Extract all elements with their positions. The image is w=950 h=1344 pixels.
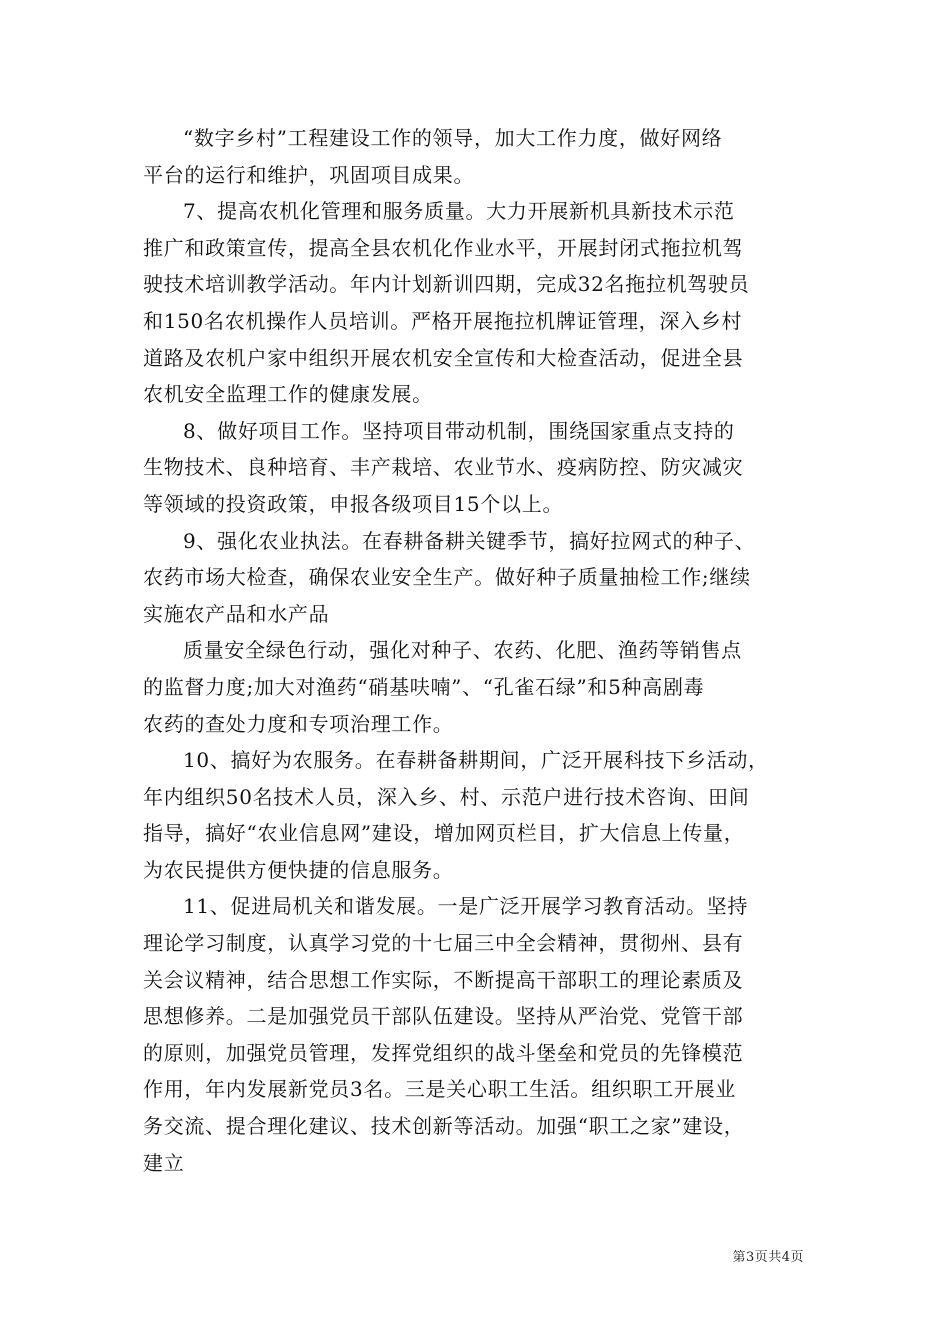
text-line: 的监督力度;加大对渔药“硝基呋喃”、“孔雀石绿”和5种高剧毒: [143, 674, 705, 699]
text-line: 关会议精神，结合思想工作实际，不断提高干部职工的理论素质及: [143, 967, 744, 992]
text-line: 10、搞好为农服务。在春耕备耕期间，广泛开展科技下乡活动，: [183, 748, 769, 773]
paragraph: [143, 523, 813, 633]
text-line: 农药的查处力度和专项治理工作。: [143, 711, 454, 736]
page-indicator: 第3页共4页: [732, 1250, 804, 1265]
text-line: 年内组织50名技术人员，深入乡、村、示范户进行技术咨询、田间: [143, 784, 750, 809]
text-line: “数字乡村”工程建设工作的领导，加大工作力度，做好网络: [183, 126, 723, 150]
text-line: 道路及农机户家中组织开展农机安全宣传和大检查活动，促进全县: [143, 345, 744, 370]
text-line: 理论学习制度，认真学习党的十七届三中全会精神，贯彻州、县有: [143, 931, 744, 956]
text-line: 思想修养。二是加强党员干部队伍建设。坚持从严治党、党管干部: [143, 1004, 744, 1029]
text-line: 指导，搞好“农业信息网”建设，增加网页栏目，扩大信息上传量，: [143, 821, 745, 846]
text-line: 为农民提供方便快捷的信息服务。: [143, 857, 454, 882]
text-line: 农药市场大检查，确保农业安全生产。做好种子质量抽检工作;继续: [143, 565, 751, 590]
text-line: 8、做好项目工作。坚持项目带动机制，围绕国家重点支持的: [183, 418, 735, 443]
text-line: 9、强化农业执法。在春耕备耕关键季节，搞好拉网式的种子、: [183, 528, 756, 553]
paragraph: [143, 742, 813, 888]
text-line: 驶技术培训教学活动。年内计划新训四期，完成32名拖拉机驾驶员: [143, 272, 750, 297]
paragraph: [143, 413, 813, 523]
text-line: 等领域的投资政策，申报各级项目15个以上。: [143, 491, 564, 516]
document-body: [143, 120, 813, 1181]
text-line: 11、促进局机关和谐发展。一是广泛开展学习教育活动。坚持: [183, 894, 749, 919]
text-line: 7、提高农机化管理和服务质量。大力开展新机具新技术示范: [183, 199, 735, 224]
text-line: 质量安全绿色行动，强化对种子、农药、化肥、渔药等销售点: [183, 638, 742, 663]
text-line: 农机安全监理工作的健康发展。: [143, 382, 433, 407]
text-line: 平台的运行和维护，巩固项目成果。: [143, 162, 475, 187]
paragraph: [143, 193, 813, 413]
paragraph: [143, 888, 813, 1181]
paragraph: [143, 120, 813, 193]
text-line: 和150名农机操作人员培训。严格开展拖拉机牌证管理，深入乡村: [143, 308, 743, 333]
paragraph: [143, 632, 813, 742]
text-line: 建立: [143, 1150, 185, 1175]
text-line: 推广和政策宣传，提高全县农机化作业水平，开展封闭式拖拉机驾: [143, 235, 744, 260]
text-line: 生物技术、良种培育、丰产栽培、农业节水、疫病防控、防灾减灾: [143, 455, 744, 480]
text-line: 的原则，加强党员管理，发挥党组织的战斗堡垒和党员的先锋模范: [143, 1040, 744, 1065]
text-line: 实施农产品和水产品: [143, 601, 330, 626]
text-line: 务交流、提合理化建议、技术创新等活动。加强“职工之家”建设，: [143, 1114, 745, 1139]
text-line: 作用，年内发展新党员3名。三是关心职工生活。组织职工开展业: [143, 1077, 737, 1102]
